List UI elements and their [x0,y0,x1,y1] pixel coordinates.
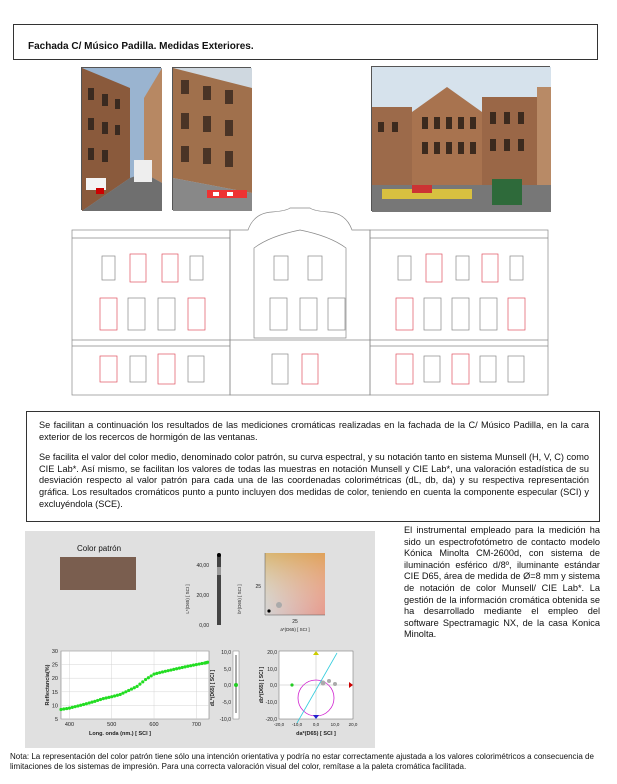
l-tick-40: 40,00 [196,563,209,569]
spectral-ytick: 25 [51,662,58,669]
l-axis-label-2: b*(D65) [ SCI ] [237,584,242,614]
spectral-ytick: 20 [51,676,58,683]
spectral-point [161,670,164,673]
spectral-ytick: 5 [54,717,58,723]
description-paragraph-1: Se facilitan a continuación los resultados de las mediciones cromáticas realizadas en la fachada de la C/ Músico Padilla, en la cara exterior de los recercos de hormigón de las ventanas. [39,420,589,442]
da-tick-2: 0,0 [312,722,320,727]
spectral-point [175,667,178,670]
spectral-point [150,674,153,677]
da-tick-0: -20,0 [273,722,285,727]
da-tick-1: -10,0 [291,722,303,727]
spectral-point [113,694,116,697]
patron-swatch [60,557,136,590]
spectral-point [195,663,198,666]
spectral-point [93,700,96,703]
spectral-point [172,668,175,671]
spectral-point [178,667,181,670]
spectral-point [105,696,108,699]
spectral-ylabel: Reflectancia(%) [45,664,51,706]
dl-tick-0: 10,0 [221,650,231,656]
dadb-chart [257,643,375,748]
spectral-point [124,690,127,693]
spectral-point [155,672,158,675]
dl-tick-4: -10,0 [219,717,231,723]
colorimetry-panel [25,531,375,748]
spectral-point [68,707,71,710]
patron-label: Color patrón [77,544,122,553]
photo-building-overview [371,66,550,211]
spectral-point [96,699,99,702]
db-tick-2: 0,0 [270,683,277,689]
facade-elevation-drawing [70,208,550,398]
spectral-point [99,698,102,701]
spectral-point [152,673,155,676]
da-tick-3: 10,0 [330,722,340,727]
spectral-ytick: 10 [51,703,58,710]
spectral-xtick: 600 [149,722,159,728]
ab-xlabel: a*(D65) [ SCI ] [280,627,310,632]
spectral-point [136,685,139,688]
ab-chart [257,547,329,647]
spectral-point [141,680,144,683]
da-tick-4: 20,0 [348,722,358,727]
db-tick-0: 20,0 [267,650,277,656]
db-tick-3: -10,0 [265,700,277,706]
spectral-point [192,664,195,667]
description-paragraph-2: Se facilita el valor del color medio, denominado color patrón, su curva espectral, y su notación tanto en sistema Munsell (H, V, C) como CIE Lab*. Así mismo, se facilitan los valores de todas las muestras en notación Munsell y CIE Lab*, una valoración estadística de su desviación respecto al valor patrón para cada una de las coordenadas colorimétricas (dL, db, da) y su respectiva representación gráfica. Los resultados cromáticos punto a punto incluyen dos medidas de color, teniendo en cuenta la componente especular (SCI) y excluyéndola (SCE). [39,452,589,509]
spectral-point [169,668,172,671]
spectral-point [127,689,130,692]
db-tick-4: -20,0 [265,717,277,723]
dl-tick-2: 0,0 [224,683,231,689]
spectral-chart [25,643,217,748]
spectral-point [144,678,147,681]
spectral-point [189,664,192,667]
spectral-point [200,662,203,665]
spectral-point [102,697,105,700]
spectral-point [158,671,161,674]
spectral-xtick: 500 [107,722,117,728]
spectral-point [121,692,124,695]
spectral-point [183,665,186,668]
description-box [26,411,600,522]
spectral-point [110,695,113,698]
dl-ylabel: dL*(D65) [ SCI ] [210,669,216,707]
spectral-point [186,665,189,668]
l-tick-20: 20,00 [196,593,209,599]
spectral-point [59,708,62,711]
lightness-chart [175,547,255,647]
spectral-xtick: 400 [64,722,75,728]
footnote: Nota: La representación del color patrón tiene sólo una intención orientativa y podría no estar correctamente ajustada a los valores colorimétricos a consecuencia de limitaciones de los sistemas de impresión. Para una correcta valoración visual del color, remítase a la paleta cromática facilitada. [10,752,594,771]
spectral-point [130,687,133,690]
instrument-description: El instrumental empleado para la medición ha sido un espectrofotómetro de contacto modelo Kónica Minolta CM-2600d, con sistema de iluminación esférico d/8º, iluminante estándar CIE D65, área de medida de Ø=8 mm y sistema de notación de color Munsell/ CIE Lab*. La gestión de la información cromática obtenida se ha desarrollado mediante el empleo del software Spectramagic NX, de la casa Konica Minolta. [404,525,600,640]
spectral-point [79,704,82,707]
spectral-point [133,686,136,689]
ab-ytick: 25 [255,584,261,590]
spectral-point [82,703,85,706]
spectral-xtick: 700 [191,722,201,728]
spectral-point [181,666,184,669]
spectral-point [65,707,68,710]
l-axis-label: L*(D65) [ SCI ] [185,584,190,614]
spectral-point [119,693,122,696]
db-tick-1: 10,0 [267,667,277,673]
spectral-point [138,682,141,685]
dl-tick-1: 5,0 [224,667,231,673]
dadb-ylabel: db*(D65) [ SCI ] [259,666,265,704]
spectral-point [73,705,76,708]
photo-street [81,67,161,210]
page-title: Fachada C/ Músico Padilla. Medidas Exteriores. [13,24,598,60]
ab-xtick: 25 [292,619,298,625]
spectral-point [90,701,93,704]
spectral-point [88,701,91,704]
spectral-point [107,696,110,699]
spectral-point [147,676,150,679]
spectral-point [116,694,119,697]
spectral-point [85,702,88,705]
spectral-point [167,669,170,672]
photo-facade-side [172,67,251,210]
dl-tick-3: -5,0 [222,700,231,706]
dadb-xlabel: da*(D65) [ SCI ] [296,731,336,737]
dl-chart [205,643,255,748]
spectral-ytick: 15 [51,689,58,696]
spectral-point [71,706,74,709]
spectral-point [62,707,65,710]
spectral-ytick: 30 [51,649,58,655]
spectral-point [164,670,167,673]
l-tick-0: 0,00 [199,623,209,629]
spectral-point [198,662,201,665]
spectral-point [76,704,79,707]
spectral-xlabel: Long. onda (nm.) [ SCI ] [88,731,152,737]
